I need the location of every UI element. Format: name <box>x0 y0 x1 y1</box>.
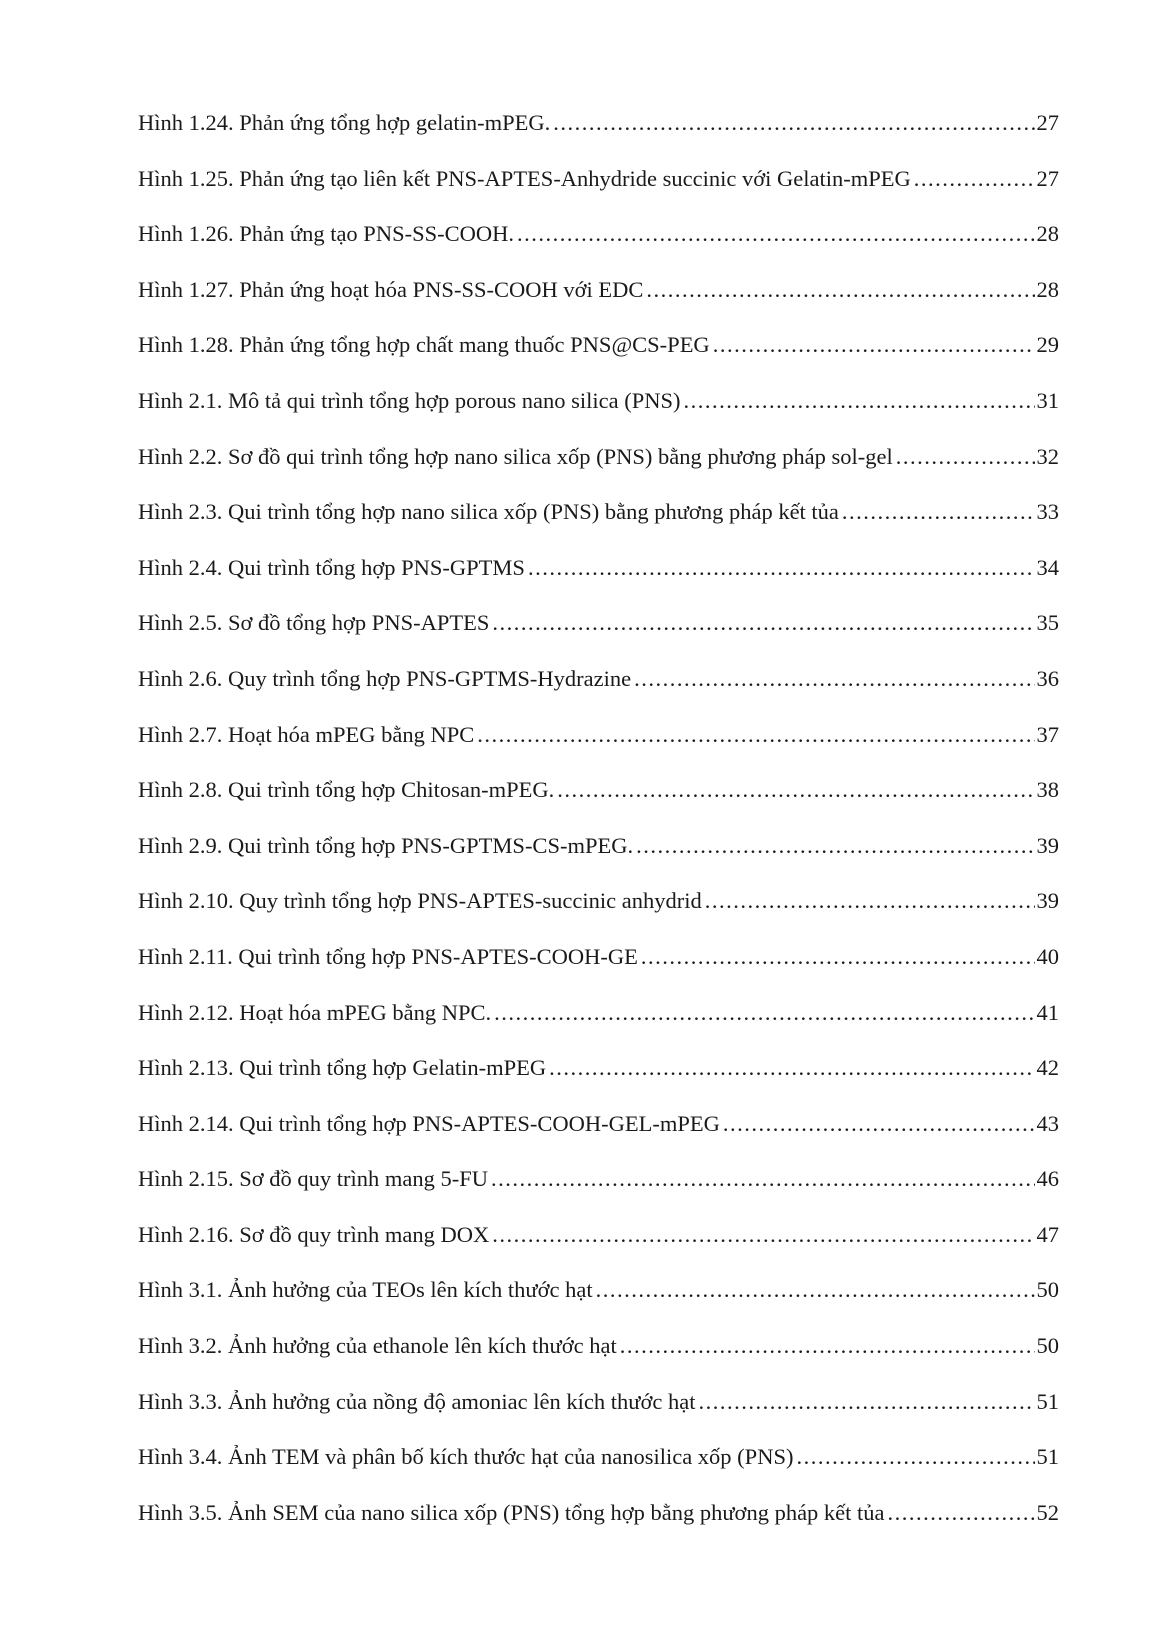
toc-entry-title: Hình 2.14. Qui trình tổng hợp PNS-APTES-COOH-GEL-mPEG <box>138 1110 720 1136</box>
toc-entry[interactable] <box>138 1221 1059 1277</box>
toc-entry-page: 37 <box>1036 721 1059 747</box>
dot-leader <box>491 1165 1034 1193</box>
toc-entry[interactable] <box>138 1443 1059 1499</box>
dot-leader <box>698 1388 1034 1416</box>
toc-entry-title: Hình 1.24. Phản ứng tổng hợp gelatin-mPEG. <box>138 110 551 135</box>
toc-entry-page: 27 <box>1036 110 1059 135</box>
toc-entry-page: 35 <box>1036 610 1059 636</box>
dot-leader <box>549 1054 1034 1082</box>
toc-entry-title: Hình 3.2. Ảnh hưởng của ethanole lên kích thước hạt <box>138 1333 617 1359</box>
toc-entry-title: Hình 3.3. Ảnh hưởng của nồng độ amoniac lên kích thước hạt <box>138 1388 696 1414</box>
figure-list <box>138 109 1059 1554</box>
dot-leader <box>888 1499 1035 1527</box>
dot-leader <box>796 1443 1034 1471</box>
dot-leader <box>896 443 1035 471</box>
toc-entry-page: 43 <box>1036 1110 1059 1136</box>
toc-entry-page: 27 <box>1036 165 1059 191</box>
toc-entry-page: 51 <box>1036 1388 1059 1414</box>
dot-leader <box>620 1332 1035 1360</box>
toc-entry-page: 50 <box>1036 1333 1059 1359</box>
dot-leader <box>528 554 1035 582</box>
dot-leader <box>646 276 1034 304</box>
dot-leader <box>596 1276 1035 1304</box>
dot-leader <box>684 387 1035 415</box>
toc-entry-title: Hình 3.1. Ảnh hưởng của TEOs lên kích thước hạt <box>138 1277 593 1303</box>
toc-entry-title: Hình 2.9. Qui trình tổng hợp PNS-GPTMS-CS-mPEG. <box>138 832 634 858</box>
dot-leader <box>494 999 1034 1027</box>
toc-entry-title: Hình 2.5. Sơ đồ tổng hợp PNS-APTES <box>138 610 490 636</box>
dot-leader <box>636 832 1034 860</box>
toc-entry-title: Hình 2.4. Qui trình tổng hợp PNS-GPTMS <box>138 554 525 580</box>
toc-entry-title: Hình 1.26. Phản ứng tạo PNS-SS-COOH. <box>138 221 514 247</box>
toc-entry-page: 40 <box>1036 943 1059 969</box>
toc-entry[interactable] <box>138 387 1059 443</box>
toc-entry-title: Hình 2.2. Sơ đồ qui trình tổng hợp nano silica xốp (PNS) bằng phương pháp sol-gel <box>138 443 893 469</box>
dot-leader <box>492 609 1034 637</box>
toc-entry[interactable] <box>138 276 1059 332</box>
toc-entry-page: 32 <box>1036 443 1059 469</box>
toc-entry-title: Hình 2.8. Qui trình tổng hợp Chitosan-mPEG. <box>138 777 555 803</box>
toc-entry[interactable] <box>138 1054 1059 1110</box>
toc-entry-title: Hình 2.13. Qui trình tổng hợp Gelatin-mPEG <box>138 1055 547 1081</box>
toc-entry-page: 38 <box>1036 777 1059 803</box>
toc-entry[interactable] <box>138 498 1059 554</box>
toc-entry[interactable] <box>138 1388 1059 1444</box>
toc-entry-page: 39 <box>1036 832 1059 858</box>
toc-entry-page: 28 <box>1036 276 1059 302</box>
toc-entry-page: 29 <box>1036 332 1059 358</box>
dot-leader <box>641 943 1035 971</box>
dot-leader <box>492 1221 1034 1249</box>
toc-entry-title: Hình 1.28. Phản ứng tổng hợp chất mang thuốc PNS@CS-PEG <box>138 332 710 358</box>
dot-leader <box>477 721 1034 749</box>
toc-entry-page: 50 <box>1036 1277 1059 1303</box>
toc-entry-page: 28 <box>1036 221 1059 247</box>
toc-entry-page: 41 <box>1036 999 1059 1025</box>
toc-entry-title: Hình 3.5. Ảnh SEM của nano silica xốp (PNS) tổng hợp bằng phương pháp kết tủa <box>138 1499 885 1525</box>
toc-entry[interactable] <box>138 999 1059 1055</box>
toc-entry-page: 52 <box>1036 1499 1059 1525</box>
toc-entry-title: Hình 1.25. Phản ứng tạo liên kết PNS-APTES-Anhydride succinic với Gelatin-mPEG <box>138 165 911 191</box>
toc-entry-page: 36 <box>1036 665 1059 691</box>
toc-entry[interactable] <box>138 165 1059 221</box>
dot-leader <box>517 220 1035 248</box>
toc-entry-page: 34 <box>1036 554 1059 580</box>
toc-entry[interactable] <box>138 1165 1059 1221</box>
toc-entry[interactable] <box>138 943 1059 999</box>
toc-entry-title: Hình 2.7. Hoạt hóa mPEG bằng NPC <box>138 721 475 747</box>
toc-entry-page: 51 <box>1036 1444 1059 1470</box>
toc-entry-page: 47 <box>1036 1221 1059 1247</box>
toc-entry[interactable] <box>138 832 1059 888</box>
toc-entry[interactable] <box>138 1110 1059 1166</box>
toc-entry-page: 46 <box>1036 1166 1059 1192</box>
toc-entry[interactable] <box>138 220 1059 276</box>
toc-entry[interactable] <box>138 554 1059 610</box>
toc-entry-title: Hình 2.12. Hoạt hóa mPEG bằng NPC. <box>138 999 492 1025</box>
toc-entry[interactable] <box>138 1332 1059 1388</box>
toc-entry-title: Hình 2.3. Qui trình tổng hợp nano silica xốp (PNS) bằng phương pháp kết tủa <box>138 499 839 525</box>
dot-leader <box>842 498 1035 526</box>
toc-entry[interactable] <box>138 721 1059 777</box>
toc-entry[interactable] <box>138 776 1059 832</box>
dot-leader <box>553 109 1034 137</box>
toc-entry-page: 33 <box>1036 499 1059 525</box>
dot-leader <box>713 331 1035 359</box>
dot-leader <box>914 165 1035 193</box>
toc-entry-title: Hình 2.16. Sơ đồ quy trình mang DOX <box>138 1221 490 1247</box>
toc-entry-title: Hình 2.15. Sơ đồ quy trình mang 5-FU <box>138 1166 489 1192</box>
toc-entry[interactable] <box>138 1499 1059 1555</box>
toc-entry[interactable] <box>138 665 1059 721</box>
toc-entry-title: Hình 3.4. Ảnh TEM và phân bố kích thước hạt của nanosilica xốp (PNS) <box>138 1444 794 1470</box>
toc-entry[interactable] <box>138 609 1059 665</box>
toc-entry[interactable] <box>138 887 1059 943</box>
toc-entry[interactable] <box>138 331 1059 387</box>
toc-entry-title: Hình 1.27. Phản ứng hoạt hóa PNS-SS-COOH với EDC <box>138 276 644 302</box>
toc-entry-title: Hình 2.10. Quy trình tổng hợp PNS-APTES-succinic anhydrid <box>138 888 702 914</box>
toc-entry[interactable] <box>138 1276 1059 1332</box>
toc-entry-title: Hình 2.6. Quy trình tổng hợp PNS-GPTMS-Hydrazine <box>138 665 632 691</box>
dot-leader <box>634 665 1034 693</box>
toc-entry[interactable] <box>138 109 1059 165</box>
toc-entry-page: 39 <box>1036 888 1059 914</box>
toc-entry[interactable] <box>138 443 1059 499</box>
dot-leader <box>705 887 1035 915</box>
dot-leader <box>723 1110 1035 1138</box>
toc-entry-page: 31 <box>1036 387 1059 413</box>
toc-entry-title: Hình 2.11. Qui trình tổng hợp PNS-APTES-COOH-GE <box>138 943 638 969</box>
toc-entry-title: Hình 2.1. Mô tả qui trình tổng hợp porous nano silica (PNS) <box>138 387 681 413</box>
dot-leader <box>557 776 1034 804</box>
toc-entry-page: 42 <box>1036 1055 1059 1081</box>
